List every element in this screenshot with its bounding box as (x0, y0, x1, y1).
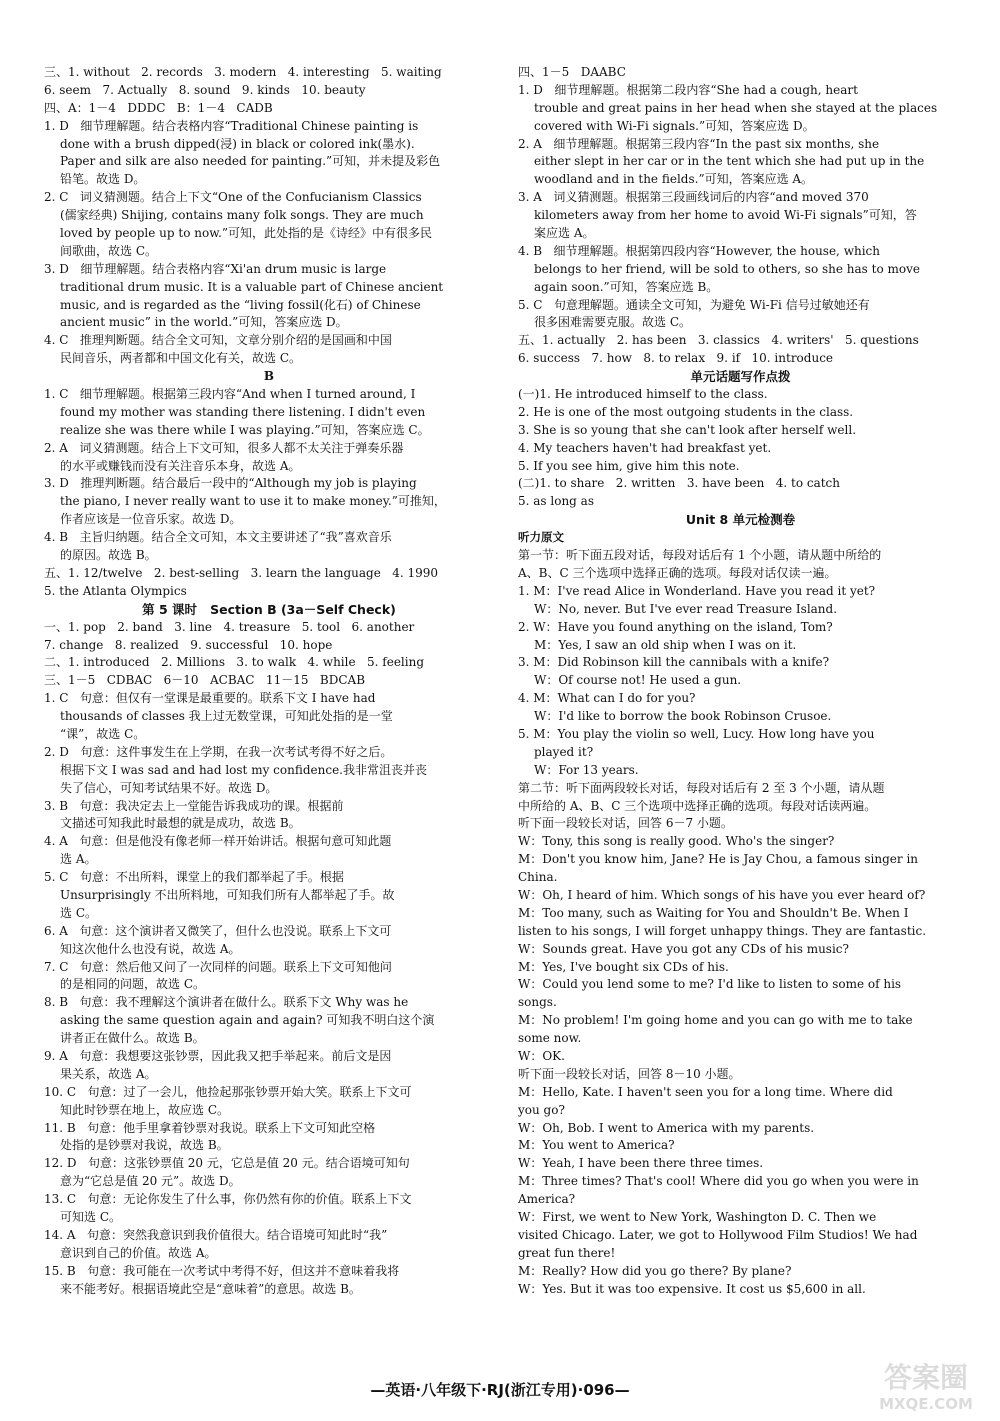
left-answer-line: 的原因。故选 B。 (60, 548, 157, 563)
right-answer-line: 5. as long as (518, 494, 594, 509)
watermark-logo-main: 答案圈 (883, 1361, 969, 1394)
right-answer-line: 4. My teachers haven't had breakfast yet. (518, 440, 772, 455)
left-answer-line: 五、1. 12/twelve 2. best-selling 3. learn the language 4. 1990 (44, 565, 439, 580)
right-answer-line: M：Really? How did you go there? By plane? (518, 1263, 792, 1278)
right-answer-line: W：For 13 years. (534, 762, 639, 777)
left-answer-line: 12. D 句意：这张钞票值 20 元，它总是值 20 元。结合语境可知句 (44, 1156, 410, 1171)
right-answer-line: W：OK. (518, 1048, 565, 1063)
left-answer-line: 7. C 句意：然后他又问了一次同样的问题。联系上下文可知他问 (44, 959, 392, 974)
left-answer-line: loved by people up to now.”可知，此处指的是《诗经》中有很多民 (60, 226, 432, 241)
right-answer-line: played it? (534, 744, 594, 759)
left-answer-line: 间歌曲，故选 C。 (60, 243, 157, 258)
right-answer-line: 2. W：Have you found anything on the island, Tom? (518, 619, 833, 634)
left-answer-line: 铅笔。故选 D。 (60, 172, 146, 187)
left-answer-line: 四、A：1－4 DDDC B：1－4 CADB (44, 100, 273, 115)
right-answer-line: W：No, never. But I've ever read Treasure Island. (534, 601, 838, 616)
left-answer-line: traditional drum music. It is a valuable part of Chinese ancient (60, 279, 444, 294)
left-answer-line: 1. D 细节理解题。结合表格内容“Traditional Chinese painting is (44, 118, 419, 133)
right-answer-line: China. (518, 870, 558, 885)
left-answer-line: 果关系，故选 A。 (60, 1066, 157, 1081)
right-answer-line: 五、1. actually 2. has been 3. classics 4. writers' 5. questions (518, 333, 919, 348)
right-answer-line: M：Don't you know him, Jane? He is Jay Chou, a famous singer in (518, 852, 919, 867)
right-answer-line: 5. C 句意理解题。通读全文可知，为避免 Wi-Fi 信号过敏她还有 (518, 297, 870, 312)
left-answer-line: 11. B 句意：他手里拿着钞票对我说。联系上下文可知此空格 (44, 1120, 376, 1135)
left-answer-line: 8. B 句意：我不理解这个演讲者在做什么。联系下文 Why was he (44, 995, 409, 1010)
right-answer-line: songs. (518, 995, 557, 1010)
right-answer-line: listen to his songs, I will forget unhappy things. They are fantastic. (518, 923, 927, 938)
right-answer-line: 2. A 细节理解题。根据第三段内容“In the past six months, she (518, 136, 880, 151)
left-answer-line: 14. A 句意：突然我意识到我价值很大。结合语境可知此时“我” (44, 1227, 388, 1242)
right-answer-line: Unit 8 单元检测卷 (685, 512, 796, 528)
right-answer-line: trouble and great pains in her head when she stayed at the places (534, 100, 938, 115)
right-answer-line: W：Oh, I heard of him. Which songs of his have you ever heard of? (518, 887, 926, 902)
right-answer-line: 听力原文 (518, 530, 564, 545)
left-answer-line: done with a brush dipped(浸) in black or colored ink(墨水). (60, 136, 415, 151)
right-answer-line: 第一节：听下面五段对话，每段对话后有 1 个小题，请从题中所给的 (518, 548, 882, 563)
right-answer-line: belongs to her friend, will be sold to others, so she has to move (534, 261, 921, 276)
right-answer-line: W：Sounds great. Have you got any CDs of his music? (518, 941, 849, 956)
left-answer-line: 讲者正在做什么。故选 B。 (60, 1031, 205, 1046)
left-answer-line: 的是相同的问题，故选 C。 (60, 977, 205, 992)
right-answer-line: again soon.”可知，答案应选 B。 (534, 279, 719, 294)
left-answer-line: 处指的是钞票对我说，故选 B。 (60, 1138, 229, 1153)
left-answer-line: 3. D 推理判断题。结合最后一段中的“Although my job is playing (44, 476, 417, 491)
right-answer-line: (一)1. He introduced himself to the class. (518, 387, 768, 402)
right-answer-line: M：Too many, such as Waiting for You and Shouldn't Be. When I (518, 905, 909, 920)
left-answer-line: 的水平或赚钱而没有关注音乐本身，故选 A。 (60, 458, 301, 473)
left-answer-line: 意为“它总是值 20 元”。故选 D。 (60, 1174, 241, 1189)
right-column (518, 64, 963, 1298)
right-answer-line: 听下面一段较长对话，回答 6－7 小题。 (518, 816, 733, 831)
left-answer-line: 选 C。 (60, 905, 97, 920)
left-answer-line: found my mother was standing there listening. I didn't even (60, 404, 426, 419)
left-answer-line: 来不能考好。根据语境此空是“意味着”的意思。故选 B。 (60, 1281, 361, 1296)
left-answer-line: 民间音乐，两者都和中国文化有关，故选 C。 (60, 351, 301, 366)
left-answer-line: ancient music” in the world.”可知，答案应选 D。 (60, 315, 348, 330)
right-answer-line: 2. He is one of the most outgoing students in the class. (518, 404, 854, 419)
left-answer-line: music, and is regarded as the “living fossil(化石) of Chinese (60, 297, 421, 312)
right-answer-line: W：Oh, Bob. I went to America with my parents. (518, 1120, 815, 1135)
right-answer-line: M：No problem! I'm going home and you can go with me to take (518, 1013, 913, 1028)
left-answer-line: 第 5 课时 Section B (3a－Self Check) (142, 601, 396, 617)
left-answer-line: 2. C 词义猜测题。结合上下文“One of the Confucianism Classics (44, 190, 422, 205)
right-answer-line: M：Yes, I saw an old ship when I was on it. (534, 637, 797, 652)
left-answer-line: (儒家经典) Shijing, contains many folk songs. They are much (60, 208, 424, 223)
right-answer-line: 4. B 细节理解题。根据第四段内容“However, the house, which (518, 243, 880, 258)
right-answer-line: W：Yes. But it was too expensive. It cost us $5,600 in all. (518, 1281, 866, 1296)
watermark-logo-url: MXQE.COM (879, 1395, 973, 1413)
left-answer-line: 1. C 句意：但仅有一堂课是最重要的。联系下文 I have had (44, 691, 376, 706)
left-answer-line: Paper and silk are also needed for painting.”可知，并未提及彩色 (60, 154, 441, 169)
left-answer-line: 知这次他什么也没有说，故选 A。 (60, 941, 241, 956)
left-answer-line: 3. B 句意：我决定去上一堂能告诉我成功的课。根据前 (44, 798, 344, 813)
left-answer-line: B (263, 369, 275, 384)
left-answer-line: 6. A 句意：这个演讲者又微笑了，但什么也没说。联系上下文可 (44, 923, 392, 938)
left-answer-line: Unsurprisingly 不出所料地，可知我们所有人都举起了手。故 (60, 887, 395, 902)
right-answer-line: W：Tony, this song is really good. Who's the singer? (518, 834, 835, 849)
right-answer-line: 5. If you see him, give him this note. (518, 458, 740, 473)
left-column (44, 64, 494, 1298)
left-answer-line: 3. D 细节理解题。结合表格内容“Xi'an drum music is large (44, 261, 387, 276)
right-answer-line: M：Hello, Kate. I haven't seen you for a long time. Where did (518, 1084, 893, 1099)
left-answer-line: asking the same question again and again? 可知我不明白这个演 (60, 1013, 435, 1028)
right-answer-line: W：I'd like to borrow the book Robinson Crusoe. (534, 709, 832, 724)
right-answer-line: 1. M：I've read Alice in Wonderland. Have you read it yet? (518, 583, 876, 598)
right-answer-line: M：Three times? That's cool! Where did you go when you were in (518, 1174, 919, 1189)
right-answer-line: 第二节：听下面两段较长对话，每段对话后有 2 至 3 个小题，请从题 (518, 780, 885, 795)
right-answer-line: you go? (518, 1102, 565, 1117)
right-answer-line: kilometers away from her home to avoid Wi-Fi signals”可知，答 (534, 208, 917, 223)
left-answer-line: 1. C 细节理解题。根据第三段内容“And when I turned around, I (44, 387, 416, 402)
left-answer-line: 可知选 C。 (60, 1210, 121, 1224)
left-answer-line: 作者应该是一位音乐家。故选 D。 (60, 512, 242, 527)
right-answer-line: America? (518, 1192, 576, 1207)
right-answer-line: (二)1. to share 2. written 3. have been 4. to catch (518, 476, 841, 491)
right-answer-line: 6. success 7. how 8. to relax 9. if 10. introduce (518, 351, 834, 366)
right-answer-line: 3. She is so young that she can't look after herself well. (518, 422, 857, 437)
right-answer-line: covered with Wi-Fi signals.”可知，答案应选 D。 (534, 118, 815, 133)
right-answer-line: woodland and in the fields.”可知，答案应选 A。 (534, 172, 814, 187)
left-answer-line: 6. seem 7. Actually 8. sound 9. kinds 10. beauty (44, 82, 366, 97)
right-answer-line: 四、1－5 DAABC (518, 65, 626, 79)
left-answer-line: 一、1. pop 2. band 3. line 4. treasure 5. tool 6. another (44, 619, 415, 634)
right-answer-line: 3. A 词义猜测题。根据第三段画线词后的内容“and moved 370 (518, 190, 869, 205)
right-answer-line: W：First, we went to New York, Washington D. C. Then we (518, 1210, 877, 1224)
right-answer-line: either slept in her car or in the tent which she had put up in the (534, 154, 925, 169)
left-answer-line: 10. C 句意：过了一会儿，他捡起那张钞票开始大笑。联系上下文可 (44, 1084, 412, 1099)
right-answer-line: W：Could you lend some to me? I'd like to listen to some of his (518, 977, 902, 992)
right-answer-line: 听下面一段较长对话，回答 8－10 小题。 (518, 1066, 741, 1081)
left-answer-line: 知此时钞票在地上，故应选 C。 (60, 1102, 229, 1117)
left-answer-line: 9. A 句意：我想要这张钞票，因此我又把手举起来。前后文是因 (44, 1048, 392, 1063)
left-answer-line: 根据下文 I was sad and had lost my confidence.我非常沮丧并丧 (60, 762, 427, 777)
left-answer-line: 5. the Atlanta Olympics (44, 583, 187, 598)
right-answer-line: M：You went to America? (518, 1138, 675, 1153)
left-answer-line: 三、1. without 2. records 3. modern 4. interesting 5. waiting (44, 65, 442, 79)
right-answer-line: W：Of course not! He used a gun. (534, 673, 742, 688)
left-answer-line: 文描述可知我此时最想的就是成功，故选 B。 (60, 816, 301, 831)
right-answer-line: 3. M：Did Robinson kill the cannibals with a knife? (518, 655, 830, 670)
left-answer-line: “课”，故选 C。 (60, 726, 146, 741)
left-answer-line: 意识到自己的价值。故选 A。 (60, 1245, 217, 1260)
right-answer-line: 4. M：What can I do for you? (518, 691, 696, 706)
left-answer-line: realize she was there while I was playing.”可知，答案应选 C。 (60, 422, 430, 437)
right-answer-line: 单元话题写作点拨 (690, 369, 791, 385)
left-answer-line: 三、1－5 CDBAC 6－10 ACBAC 11－15 BDCAB (44, 673, 366, 688)
left-answer-line: 4. B 主旨归纳题。结合全文可知，本文主要讲述了“我”喜欢音乐 (44, 530, 392, 545)
left-answer-line: the piano, I never really want to use it to make money.”可推知， (60, 494, 446, 509)
left-answer-line: 5. C 句意：不出所料，课堂上的我们都举起了手。根据 (44, 870, 344, 885)
page-footer: —英语·八年级下·RJ(浙江专用)·096— (370, 1381, 630, 1399)
right-answer-line: 中所给的 A、B、C 三个选项中选择正确的选项。每段对话读两遍。 (518, 798, 877, 813)
left-answer-line: 15. B 句意：我可能在一次考试中考得不好，但这并不意味着我将 (44, 1263, 400, 1278)
left-answer-line: 13. C 句意：无论你发生了什么事，你仍然有你的价值。联系上下文 (44, 1192, 412, 1207)
right-answer-line: visited Chicago. Later, we got to Hollywood Film Studios! We had (518, 1227, 918, 1242)
left-answer-line: 选 A。 (60, 852, 97, 867)
right-answer-line: 很多困难需要克服。故选 C。 (534, 315, 691, 330)
left-answer-line: 7. change 8. realized 9. successful 10. hope (44, 637, 333, 652)
right-answer-line: some now. (518, 1031, 582, 1046)
left-answer-line: 失了信心，可知考试结果不好。故选 D。 (60, 780, 278, 795)
left-answer-line: 二、1. introduced 2. Millions 3. to walk 4. while 5. feeling (44, 655, 425, 670)
left-answer-line: thousands of classes 我上过无数堂课，可知此处指的是一堂 (60, 709, 393, 724)
right-answer-line: 1. D 细节理解题。根据第二段内容“She had a cough, heart (518, 82, 858, 97)
right-answer-line: A、B、C 三个选项中选择正确的选项。每段对话仅读一遍。 (518, 565, 837, 580)
left-answer-line: 4. C 推理判断题。结合全文可知，文章分别介绍的是国画和中国 (44, 333, 392, 348)
right-answer-line: 案应选 A。 (534, 226, 595, 241)
right-answer-line: 5. M：You play the violin so well, Lucy. How long have you (518, 726, 875, 741)
left-answer-line: 2. A 词义猜测题。结合上下文可知，很多人都不太关注于弹奏乐器 (44, 440, 404, 455)
right-answer-line: M：Yes, I've bought six CDs of his. (518, 959, 729, 974)
left-answer-line: 4. A 句意：但是他没有像老师一样开始讲话。根据句意可知此题 (44, 834, 392, 849)
watermark-logo (860, 1353, 992, 1417)
left-answer-line: 2. D 句意：这件事发生在上学期，在我一次考试考得不好之后。 (44, 744, 393, 759)
right-answer-line: great fun there! (518, 1245, 616, 1260)
right-answer-line: W：Yeah, I have been there three times. (518, 1156, 764, 1171)
